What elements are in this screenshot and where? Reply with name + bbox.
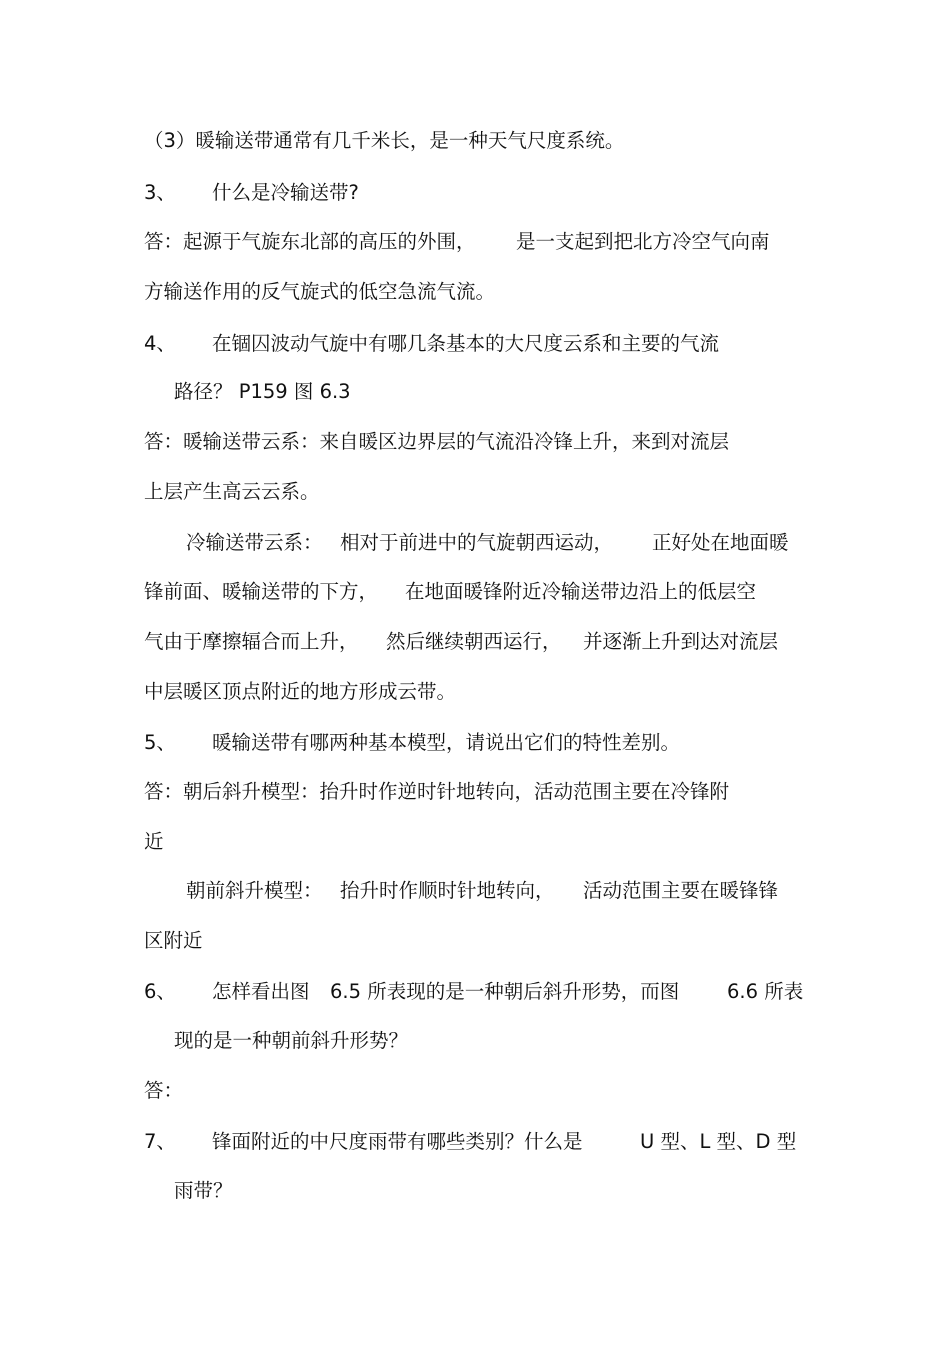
question-text: 现的是一种朝前斜升形势？ <box>174 1029 409 1052</box>
answer-text <box>144 229 476 255</box>
answer-segment: 在地面暖锋附近冷输送带边沿上的低层空 <box>405 580 757 603</box>
answer-segment: 相对于前进中的气旋朝西运动， <box>340 531 614 554</box>
question-number: 5、 <box>144 731 176 754</box>
question-number: 7、 <box>144 1130 176 1153</box>
question-text: 什么是冷输送带? <box>212 181 359 204</box>
question-text: 在锢囚波动气旋中有哪几条基本的大尺度云系和主要的气流 <box>212 332 720 355</box>
answer-segment: 答：起源于气旋东北部的高压的外围， <box>144 230 476 253</box>
answer-text: 方输送作用的反气旋式的低空急流气流。 <box>144 280 496 303</box>
answer-text: 上层产生高云云系。 <box>144 480 320 503</box>
question-number: 4、 <box>144 332 176 355</box>
question-segment: 怎样看出图 <box>212 980 310 1003</box>
question-segment: 6.5 所表现的是一种朝后斜升形势，而图 <box>330 980 680 1003</box>
answer-segment: 并逐渐上升到达对流层 <box>583 630 779 653</box>
answer-text: 答：暖输送带云系：来自暖区边界层的气流沿冷锋上升，来到对流层 <box>144 430 730 453</box>
answer-text: 区附近 <box>144 929 203 952</box>
question-segment: 锋面附近的中尺度雨带有哪些类别？什么是 <box>212 1130 583 1153</box>
answer-segment: 冷输送带云系： <box>186 531 323 554</box>
question-number: 3、 <box>144 181 176 204</box>
answer-segment: 锋前面、暖输送带的下方， <box>144 580 379 603</box>
question-text: 雨带？ <box>174 1179 233 1202</box>
answer-text: 答：朝后斜升模型：抬升时作逆时针地转向，活动范围主要在冷锋附 <box>144 780 730 803</box>
text-line: （3）暖输送带通常有几千米长，是一种天气尺度系统。 <box>144 129 625 152</box>
answer-segment: 是一支起到把北方冷空气向南 <box>516 230 770 253</box>
answer-segment: 活动范围主要在暖锋锋 <box>583 879 779 902</box>
answer-text: 近 <box>144 830 164 853</box>
answer-text: 答： <box>144 1079 184 1102</box>
answer-segment: 气由于摩擦辐合而上升， <box>144 630 359 653</box>
question-number: 6、 <box>144 980 176 1003</box>
answer-text: 中层暖区顶点附近的地方形成云带。 <box>144 680 457 703</box>
question-segment: U 型、L 型、D 型 <box>640 1130 797 1153</box>
answer-segment: 朝前斜升模型： <box>186 879 323 902</box>
question-segment: 6.6 所表 <box>727 980 804 1003</box>
answer-segment: 正好处在地面暖 <box>652 531 789 554</box>
question-text: 路径？ P159 图 6.3 <box>174 380 351 403</box>
answer-segment: 抬升时作顺时针地转向， <box>340 879 555 902</box>
question-text: 暖输送带有哪两种基本模型，请说出它们的特性差别。 <box>212 731 681 754</box>
answer-segment: 然后继续朝西运行， <box>386 630 562 653</box>
